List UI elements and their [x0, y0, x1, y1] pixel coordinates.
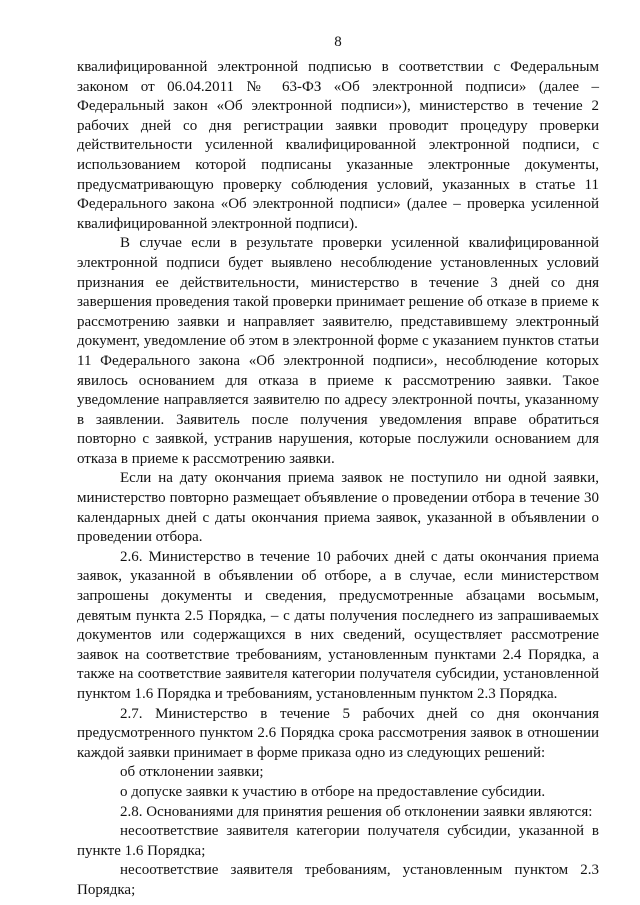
paragraph-refusal-notice: В случае если в результате проверки усиленной квалифицированной электронной подписи будет выявлено несоблюдение установленных условий признания ее действительности, министерство в течение 3 дней со дня завершения проведения такой проверки принимает решение об отказе в приеме к рассмотрению заявки и направляет заявителю, представившему электронный документ, уведомление об этом в электронной форме с указанием пунктов статьи 11 Федерального закона «Об электронной подписи», несоблюдение которых явилось основанием для отказа в приеме к рассмотрению заявки. Такое уведомление направляется заявителю по адресу электронной почты, указанному в заявлении. Заявитель после получения уведомления вправе обратиться повторно с заявкой, устранив нарушения, которые послужили основанием для отказа в приеме к рассмотрению заявки.	[77, 235, 599, 467]
paragraph-reject-option: об отклонении заявки;	[120, 764, 264, 781]
paragraph-ground-category: несоответствие заявителя категории получателя субсидии, указанной в пункте 1.6 Порядка;	[77, 823, 599, 859]
document-page	[77, 0, 599, 905]
paragraph-repeat-announcement: Если на дату окончания приема заявок не поступило ни одной заявки, министерство повторно размещает объявление о проведении отбора в течение 30 календарных дней с даты окончания приема заявок, указанной в объявлении о проведении отбора.	[77, 470, 599, 546]
paragraph-2-6: 2.6. Министерство в течение 10 рабочих дней с даты окончания приема заявок, указанной в объявлении об отборе, а в случае, если министерством запрошены документы и сведения, предусмотренные абзацами восьмым, девятым пункта 2.5 Порядка, – с даты получения последнего из запрашиваемых документов или содержащихся в них сведений, осуществляет рассмотрение заявок на соответствие требованиям, установленным пунктами 2.4 Порядка, а также на соответствие заявителя категории получателя субсидии, установленной пунктом 1.6 Порядка и требованиям, установленным пунктом 2.3 Порядка.	[77, 548, 599, 702]
page-number: 8	[334, 34, 342, 50]
paragraph-admit-option: о допуске заявки к участию в отборе на предоставление субсидии.	[120, 783, 546, 800]
paragraph-2-7: 2.7. Министерство в течение 5 рабочих дней со дня окончания предусмотренного пунктом 2.6 Порядка срока рассмотрения заявок в отношении каждой заявки принимает в форме приказа одно из следующих решений:	[77, 705, 599, 761]
paragraph-ground-requirements: несоответствие заявителя требованиям, установленным пунктом 2.3 Порядка;	[77, 862, 599, 898]
paragraph-2-8: 2.8. Основаниями для принятия решения об отклонении заявки являются:	[120, 803, 593, 820]
paragraph-signature-verification: квалифицированной электронной подписью в соответствии с Федеральным законом от 06.04.2011 № 63-ФЗ «Об электронной подписи» (далее – Федеральный закон «Об электронной подписи»), министерство в течение 2 рабочих дней со дня регистрации заявки проводит процедуру проверки действительности усиленной квалифицированной электронной подписи, с использованием которой подписаны указанные электронные документы, предусматривающую проверку соблюдения условий, указанных в статье 11 Федерального закона «Об электронной подписи» (далее – проверка усиленной квалифицированной электронной подписи).	[77, 59, 599, 232]
document-body	[77, 58, 599, 901]
